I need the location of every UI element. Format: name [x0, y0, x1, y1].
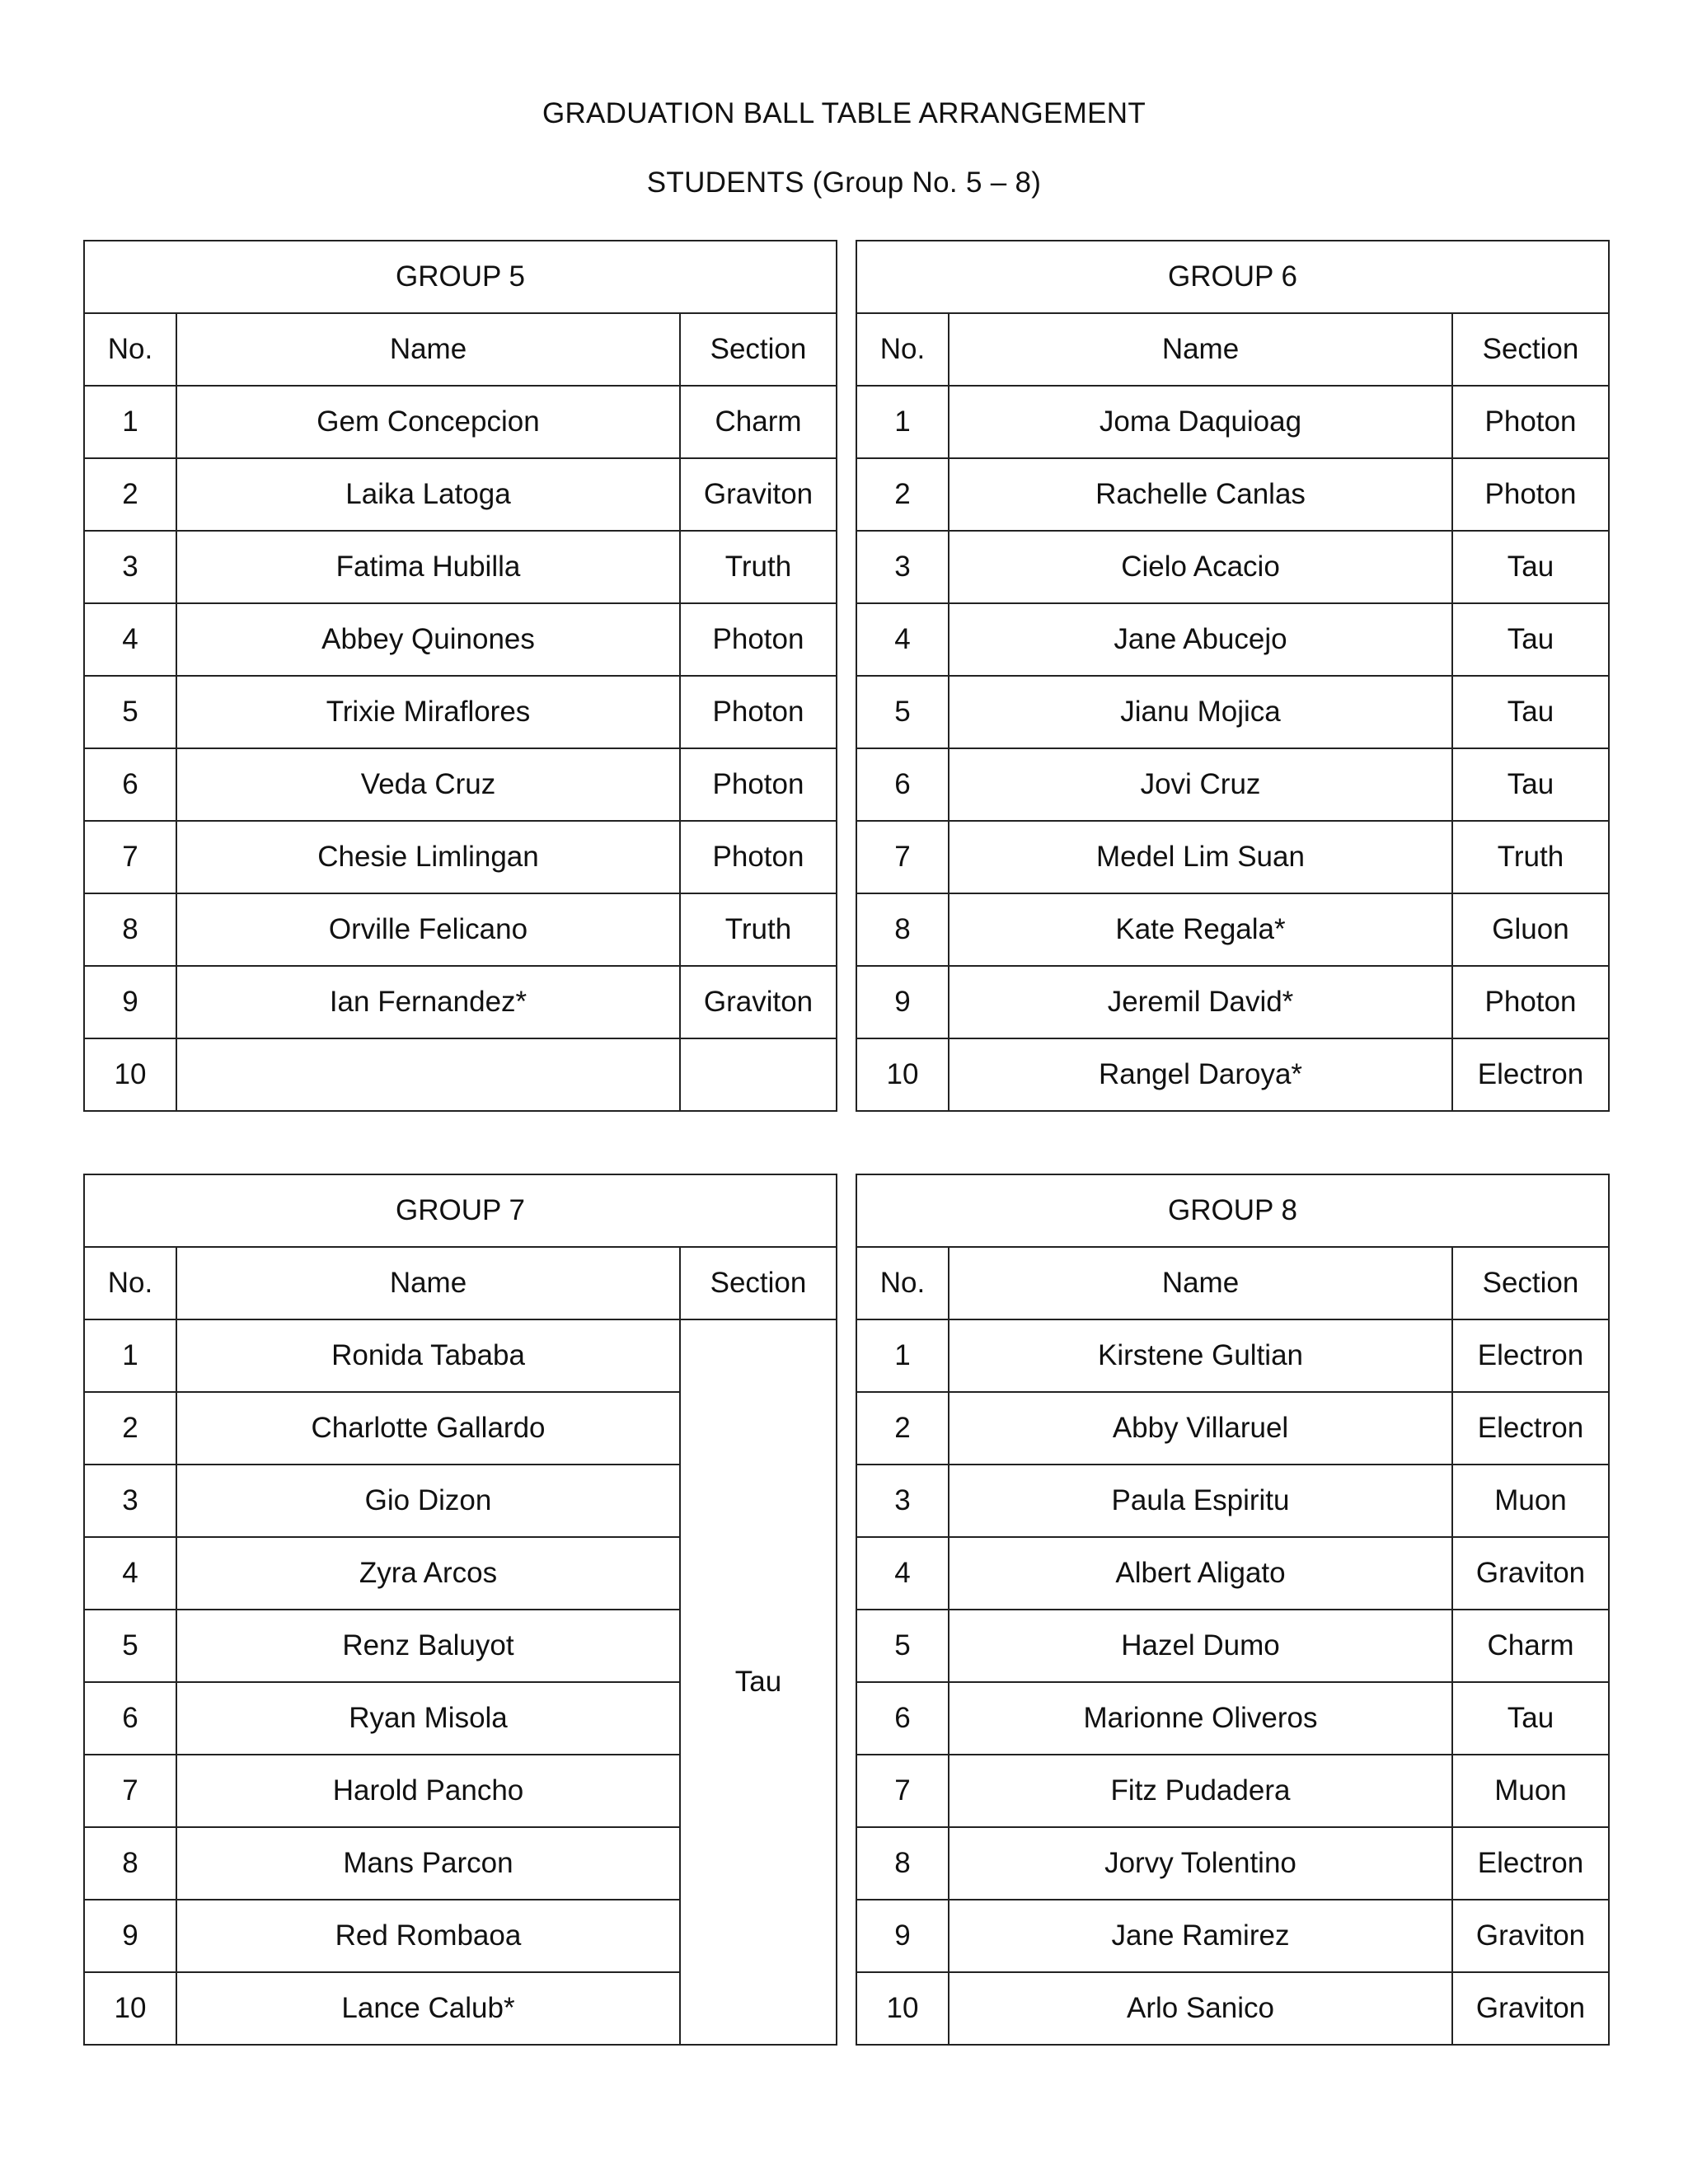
- row-number: 1: [84, 1319, 176, 1392]
- table-row: [856, 531, 1609, 603]
- row-number: 5: [856, 676, 949, 748]
- group-title: GROUP 6: [856, 241, 1609, 313]
- student-section: Electron: [1452, 1827, 1609, 1900]
- student-name: Jovi Cruz: [949, 748, 1452, 821]
- table-row: [84, 386, 837, 458]
- student-section: Photon: [680, 603, 837, 676]
- student-name: Abbey Quinones: [176, 603, 680, 676]
- row-number: 9: [84, 1900, 176, 1972]
- student-section: Photon: [680, 748, 837, 821]
- student-name: Renz Baluyot: [176, 1610, 680, 1682]
- student-name: Red Rombaoa: [176, 1900, 680, 1972]
- row-number: 7: [84, 821, 176, 893]
- student-section: Electron: [1452, 1392, 1609, 1465]
- student-section: Graviton: [1452, 1537, 1609, 1610]
- row-number: 9: [856, 966, 949, 1038]
- table-row: [856, 1827, 1609, 1900]
- student-section: [680, 1038, 837, 1111]
- row-number: 3: [84, 1465, 176, 1537]
- student-name: Trixie Miraflores: [176, 676, 680, 748]
- student-name: Ryan Misola: [176, 1682, 680, 1755]
- student-name: Albert Aligato: [949, 1537, 1452, 1610]
- table-row: [84, 893, 837, 966]
- table-row: [856, 676, 1609, 748]
- table-row: [84, 1038, 837, 1111]
- student-section: Photon: [680, 676, 837, 748]
- student-name: Ian Fernandez*: [176, 966, 680, 1038]
- table-row: [84, 603, 837, 676]
- student-name: Orville Felicano: [176, 893, 680, 966]
- student-name: Jane Ramirez: [949, 1900, 1452, 1972]
- row-number: 5: [84, 676, 176, 748]
- table-row: [856, 1610, 1609, 1682]
- row-number: 3: [84, 531, 176, 603]
- student-name: Rachelle Canlas: [949, 458, 1452, 531]
- row-number: 4: [84, 1537, 176, 1610]
- student-section: Graviton: [1452, 1972, 1609, 2045]
- row-number: 8: [84, 1827, 176, 1900]
- group-5-table: [83, 240, 837, 1112]
- table-row: [84, 458, 837, 531]
- student-section: Muon: [1452, 1755, 1609, 1827]
- student-name: Jeremil David*: [949, 966, 1452, 1038]
- student-section: Photon: [1452, 458, 1609, 531]
- student-name: Chesie Limlingan: [176, 821, 680, 893]
- student-name: Lance Calub*: [176, 1972, 680, 2045]
- student-name: Rangel Daroya*: [949, 1038, 1452, 1111]
- group-title: GROUP 8: [856, 1174, 1609, 1247]
- column-header-name: Name: [176, 313, 680, 386]
- student-name: Paula Espiritu: [949, 1465, 1452, 1537]
- row-number: 1: [856, 1319, 949, 1392]
- student-section: Truth: [680, 893, 837, 966]
- row-number: 10: [856, 1038, 949, 1111]
- column-header-name: Name: [949, 313, 1452, 386]
- table-row: [856, 1755, 1609, 1827]
- row-number: 5: [84, 1610, 176, 1682]
- student-name: Fatima Hubilla: [176, 531, 680, 603]
- student-section: Photon: [1452, 966, 1609, 1038]
- student-section: Tau: [1452, 748, 1609, 821]
- student-name: Harold Pancho: [176, 1755, 680, 1827]
- student-name: Kirstene Gultian: [949, 1319, 1452, 1392]
- group-title: GROUP 7: [84, 1174, 837, 1247]
- row-number: 7: [84, 1755, 176, 1827]
- row-number: 2: [856, 1392, 949, 1465]
- student-name: Joma Daquioag: [949, 386, 1452, 458]
- column-header-name: Name: [949, 1247, 1452, 1319]
- student-section: Charm: [680, 386, 837, 458]
- row-number: 2: [84, 458, 176, 531]
- column-header-no: No.: [84, 1247, 176, 1319]
- row-number: 2: [856, 458, 949, 531]
- merged-section-cell: Tau: [680, 1319, 837, 2045]
- row-number: 3: [856, 531, 949, 603]
- row-number: 10: [84, 1038, 176, 1111]
- row-number: 8: [856, 1827, 949, 1900]
- row-number: 1: [84, 386, 176, 458]
- student-name: Marionne Oliveros: [949, 1682, 1452, 1755]
- table-row: [84, 531, 837, 603]
- table-row: [856, 1972, 1609, 2045]
- table-row: [84, 1319, 837, 1392]
- student-section: Tau: [1452, 676, 1609, 748]
- row-number: 6: [84, 1682, 176, 1755]
- student-section: Tau: [1452, 603, 1609, 676]
- group-8-table: [856, 1174, 1610, 2046]
- table-row: [856, 966, 1609, 1038]
- column-header-no: No.: [856, 1247, 949, 1319]
- student-name: Mans Parcon: [176, 1827, 680, 1900]
- student-name: Jane Abucejo: [949, 603, 1452, 676]
- row-number: 9: [84, 966, 176, 1038]
- table-row: [856, 748, 1609, 821]
- student-name: Arlo Sanico: [949, 1972, 1452, 2045]
- student-section: Graviton: [680, 966, 837, 1038]
- row-number: 4: [856, 1537, 949, 1610]
- student-section: Muon: [1452, 1465, 1609, 1537]
- row-number: 10: [856, 1972, 949, 2045]
- row-number: 5: [856, 1610, 949, 1682]
- row-number: 9: [856, 1900, 949, 1972]
- student-section: Electron: [1452, 1038, 1609, 1111]
- table-row: [856, 1038, 1609, 1111]
- student-section: Photon: [680, 821, 837, 893]
- student-name: Ronida Tababa: [176, 1319, 680, 1392]
- table-row: [856, 1537, 1609, 1610]
- row-number: 3: [856, 1465, 949, 1537]
- student-section: Photon: [1452, 386, 1609, 458]
- column-header-section: Section: [1452, 313, 1609, 386]
- table-row: [856, 603, 1609, 676]
- student-section: Gluon: [1452, 893, 1609, 966]
- column-header-name: Name: [176, 1247, 680, 1319]
- document-subtitle: STUDENTS (Group No. 5 – 8): [646, 166, 1042, 199]
- table-row: [84, 676, 837, 748]
- table-row: [856, 1465, 1609, 1537]
- student-name: Cielo Acacio: [949, 531, 1452, 603]
- student-section: Tau: [1452, 1682, 1609, 1755]
- table-row: [856, 1682, 1609, 1755]
- student-section: Truth: [1452, 821, 1609, 893]
- table-row: [84, 748, 837, 821]
- column-header-no: No.: [856, 313, 949, 386]
- table-row: [84, 966, 837, 1038]
- table-row: [856, 1392, 1609, 1465]
- table-row: [856, 893, 1609, 966]
- column-header-section: Section: [680, 1247, 837, 1319]
- student-name: Jianu Mojica: [949, 676, 1452, 748]
- row-number: 2: [84, 1392, 176, 1465]
- row-number: 8: [84, 893, 176, 966]
- student-section: Charm: [1452, 1610, 1609, 1682]
- student-name: Charlotte Gallardo: [176, 1392, 680, 1465]
- row-number: 6: [84, 748, 176, 821]
- document-title: GRADUATION BALL TABLE ARRANGEMENT: [542, 97, 1146, 129]
- group-7-table: [83, 1174, 837, 2046]
- student-section: Truth: [680, 531, 837, 603]
- row-number: 1: [856, 386, 949, 458]
- student-name: Abby Villaruel: [949, 1392, 1452, 1465]
- student-name: Laika Latoga: [176, 458, 680, 531]
- table-row: [856, 1900, 1609, 1972]
- student-name: Fitz Pudadera: [949, 1755, 1452, 1827]
- student-name: Kate Regala*: [949, 893, 1452, 966]
- student-name: Zyra Arcos: [176, 1537, 680, 1610]
- row-number: 8: [856, 893, 949, 966]
- row-number: 7: [856, 821, 949, 893]
- student-section: Graviton: [1452, 1900, 1609, 1972]
- student-section: Electron: [1452, 1319, 1609, 1392]
- column-header-no: No.: [84, 313, 176, 386]
- table-row: [84, 821, 837, 893]
- student-name: Jorvy Tolentino: [949, 1827, 1452, 1900]
- table-row: [856, 821, 1609, 893]
- student-section: Graviton: [680, 458, 837, 531]
- group-6-table: [856, 240, 1610, 1112]
- student-name: Veda Cruz: [176, 748, 680, 821]
- table-row: [856, 1319, 1609, 1392]
- student-section: Tau: [1452, 531, 1609, 603]
- row-number: 4: [84, 603, 176, 676]
- student-name: Gem Concepcion: [176, 386, 680, 458]
- row-number: 4: [856, 603, 949, 676]
- group-title: GROUP 5: [84, 241, 837, 313]
- student-name: [176, 1038, 680, 1111]
- student-name: Gio Dizon: [176, 1465, 680, 1537]
- row-number: 6: [856, 1682, 949, 1755]
- row-number: 7: [856, 1755, 949, 1827]
- table-row: [856, 386, 1609, 458]
- row-number: 6: [856, 748, 949, 821]
- student-name: Hazel Dumo: [949, 1610, 1452, 1682]
- student-name: Medel Lim Suan: [949, 821, 1452, 893]
- column-header-section: Section: [680, 313, 837, 386]
- column-header-section: Section: [1452, 1247, 1609, 1319]
- row-number: 10: [84, 1972, 176, 2045]
- table-row: [856, 458, 1609, 531]
